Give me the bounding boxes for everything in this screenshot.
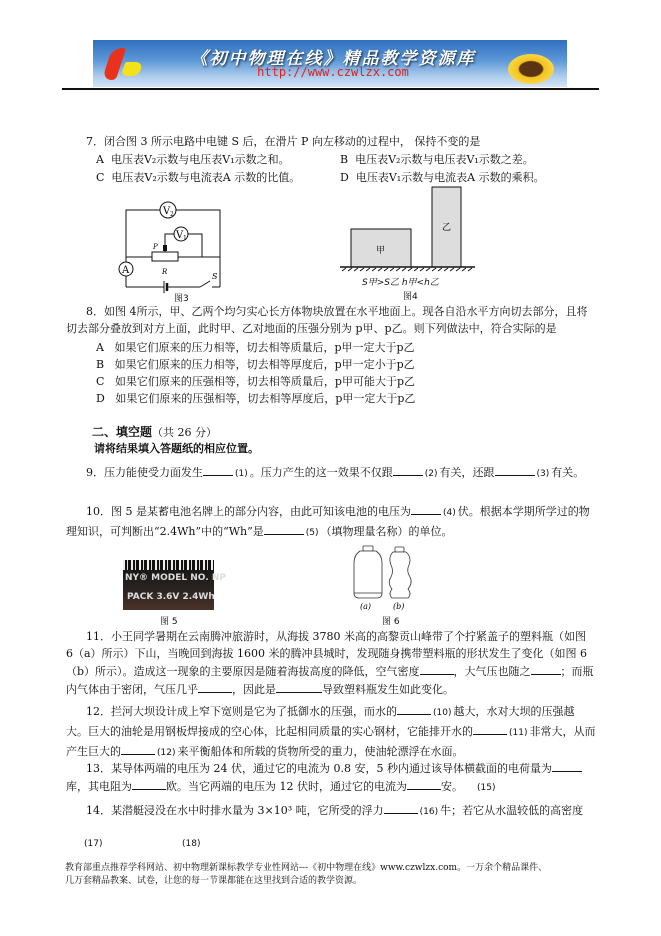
q7-option-c [96,170,300,186]
footer-line-2: 几万套精品教案、试卷，让您的每一节课都能在这里找到合适的教学资源。 [65,876,363,886]
bottle-a-cap [363,546,373,551]
q13-text: 欧。当它两端的电压为 12 伏时，通过它的电流为 [166,780,407,793]
option-text: 电压表V₁示数与电流表A 示数的乘积。 [355,171,545,184]
page-footer [65,862,605,888]
section-2-heading [92,424,217,441]
q9-text: 。压力产生的这一效果不仅跟 [249,466,393,479]
q14-text: 牛；若它从水温较低的高密度 [440,804,584,817]
q7-stem: 7．闭合图 3 所示电路中电键 S 后，在滑片 P 向左移动的过程中， 保持不变的是 [86,135,481,148]
q12 [66,702,596,762]
bottle-a-icon [354,551,382,598]
footer-line-1: 教育部重点推荐学科网站、初中物理新课标教学专业性网站---《初中物理在线》www.czwlzx.com。一万余个精品课件、 [65,863,548,873]
sunflower-icon [508,54,554,84]
figure-6-bottles [350,545,430,611]
bottle-b-label: (b) [393,602,405,611]
resistor-icon [152,252,178,261]
q12-text: 而产生巨大的 [66,725,596,758]
bottle-b-cap [395,547,404,552]
q12-text: 大。巨大的油轮是用钢板焊接成的空心体，比起相同质量的实心钢材，它能排开水的 [66,725,473,738]
switch-icon [200,281,210,287]
answer-blank-9[interactable] [276,680,322,693]
figure-4-caption: 图4 [403,292,418,302]
option-label: D [340,171,349,184]
blank-number: (18) [182,839,201,849]
q9 [66,463,596,483]
figure-6-caption: 图 6 [382,617,400,627]
figure-4-relation: S甲>S乙 h甲<h乙 [362,278,439,288]
slider-icon [163,245,167,251]
section-instruction: 请将结果填入答题纸的相应位置。 [94,442,259,455]
answer-blank-2[interactable] [393,463,423,476]
option-text: 电压表V₂示数与电压表V₁示数之差。 [355,153,534,166]
answer-blank-3[interactable] [495,463,535,476]
figure-3-caption: 图3 [174,294,189,304]
section-title: 二、填空题 [92,425,153,439]
answer-blank-16[interactable] [384,801,418,814]
ammeter-label: A [122,265,130,276]
answer-blank-4[interactable] [411,502,441,515]
blank-number: (16) [419,807,439,817]
answer-blank-8[interactable] [198,680,232,693]
block-yi-label: 乙 [442,223,452,233]
option-label: B [340,153,349,166]
q11-text: ，因此是 [232,683,276,696]
option-label: A [96,341,104,354]
q13-text: 库，其电阻为 [66,780,132,793]
q10-text: 过的物理知识，可判断出“2.4Wh”中的“Wh”是 [66,505,590,538]
banner-divider [62,88,599,90]
switch-label: S [212,272,218,281]
q10-text: （填物理量名称）的单位。 [320,525,453,538]
q14-text: 14．某潜艇浸没在水中时排水量为 3×10³ 吨，它所受的浮力 [86,804,384,817]
answer-blank-15[interactable] [407,777,441,790]
figure-5-battery-photo [123,560,226,610]
option-label: A [96,153,104,166]
q9-text: 9．压力能使受力面发生 [86,466,203,479]
figure-5-caption: 图 5 [160,617,178,627]
section-score: （共 26 分） [152,426,218,439]
q8-option-b [96,357,415,373]
q11-text: 导致塑料瓶发生如此变化。 [322,683,454,696]
q11-line1: 11．小王同学暑期在云南腾冲旅游时，从海拔 3780 米高的高黎贡山峰带了个拧紧盖子的塑料瓶（如 [86,630,575,643]
blank-number: (1) [235,469,248,479]
q11-text: ，大气压也随之 [453,665,531,678]
logo-icon-accent [120,62,143,76]
barcode-icon [123,560,214,570]
q13-text: 安。 [441,780,463,793]
q8-option-d [96,391,415,407]
site-banner [93,40,567,87]
option-label: B [96,358,105,371]
block-jia-label: 甲 [376,246,386,256]
q8-stem [66,303,596,337]
resistor-label: R [162,268,168,276]
answer-blank-7[interactable] [531,662,561,675]
figure-4-blocks [340,185,475,275]
battery-model-text: NY® MODEL NO. NP [125,573,226,583]
q12-text: 非常大，从 [529,725,585,738]
answer-blank-14[interactable] [132,777,166,790]
q7-option-b [340,152,534,168]
q12-text: 12．拦河大坝设计成上窄下宽则是它为了抵御水的压强，而水的 [86,705,397,718]
option-text: 如果它们原来的压力相等，切去相等厚度后，p甲一定小于p乙 [114,358,415,371]
option-label: C [96,171,105,184]
blank-number: (2) [424,469,438,479]
option-text: 如果它们原来的压强相等，切去相等质量后，p甲可能大于p乙 [114,375,416,388]
answer-blank-1[interactable] [203,463,233,476]
blank-number: (3) [536,469,550,479]
q8-stem-line2: 切去部分叠放到对方上面，此时甲、乙对地面的压强分别为 p甲、p乙。则下列做法中，符合实际的是 [66,322,557,335]
answer-blank-10[interactable] [397,702,431,715]
figure-3-circuit [120,195,245,300]
bottle-a-label: (a) [360,602,372,611]
q11-line2: 图 6（a）所示）下山，当晚回到海拔 1600 米的腾冲县城时，发现随身携带塑料瓶的形状发生了变化（如 [66,630,586,660]
q8-option-a [96,340,415,356]
q10-text: 10．图 5 是某蓄电池名牌上的部分内容，由此可知该电池的电压为 [86,505,411,518]
q12-text: 来平衡船体和所载的货物所受的重力，使油轮漂浮在水面。 [177,745,464,758]
q7-option-d [340,170,545,186]
q9-text: 有关。 [551,466,585,479]
banner-url[interactable]: http://www.czwlzx.com [257,65,409,79]
blank-number: (12) [157,748,176,758]
answer-blank-11[interactable] [473,722,507,735]
answer-blank-12[interactable] [121,742,155,755]
blank-number: (11) [509,728,528,738]
blank-number: (15) [477,783,496,793]
banner-title: 《初中物理在线》精品教学资源库 [190,49,476,69]
q7-option-a [96,152,290,168]
option-label: D [96,392,105,405]
battery-spec-text: PACK 3.6V 2.4Wh [127,592,215,602]
slider-label: P [153,243,158,251]
blank-number: (5) [305,528,319,538]
answer-blank-5[interactable] [264,522,304,535]
q11-text: ；而瓶内气体由于密闭，气压几乎 [66,665,594,696]
v2-subscript: 2 [170,211,174,218]
option-text: 电压表V₂示数与电流表A 示数的比值。 [111,171,301,184]
answer-blank-6[interactable] [420,662,454,675]
option-text: 如果它们原来的压力相等，切去相等质量后，p甲一定大于p乙 [114,341,415,354]
blank-number: (10) [433,708,452,718]
q13 [66,759,596,797]
option-label: C [96,375,105,388]
q9-text: 有关，还跟 [439,466,495,479]
option-text: 如果它们原来的压强相等，切去相等厚度后，p甲一定大于p乙 [115,392,416,405]
v2-label: V [163,206,171,217]
q10 [66,502,596,542]
q14 [66,801,596,821]
option-text: 电压表V₂示数与电压表V₁示数之和。 [110,153,290,166]
q11 [66,628,596,698]
q13-text: 13．某导体两端的电压为 24 伏，通过它的电流为 0.8 安，5 秒内通过该导体横截面的电荷量为 [86,762,552,775]
q10-text: 伏。根据本学期所学 [457,505,557,518]
q8-option-c [96,374,415,390]
answer-blank-13[interactable] [552,759,582,772]
blank-number: (4) [443,508,456,518]
blank-number: (17) [84,839,103,849]
q8-stem-line1: 8．如图 4所示，甲、乙两个均匀实心长方体物块放置在水平地面上。现各自沿水平方向切去部分，且将 [86,305,588,318]
v1-subscript: 1 [183,235,187,242]
q11-text: 图 6（b）所示）。造成这一现象的主要原因是随着海拔高度的降低，空气密度 [66,647,588,678]
v1-label: V [176,230,184,241]
q12-text: 越大，水对大坝的压强越 [453,705,575,718]
bottle-b-icon [389,552,411,598]
